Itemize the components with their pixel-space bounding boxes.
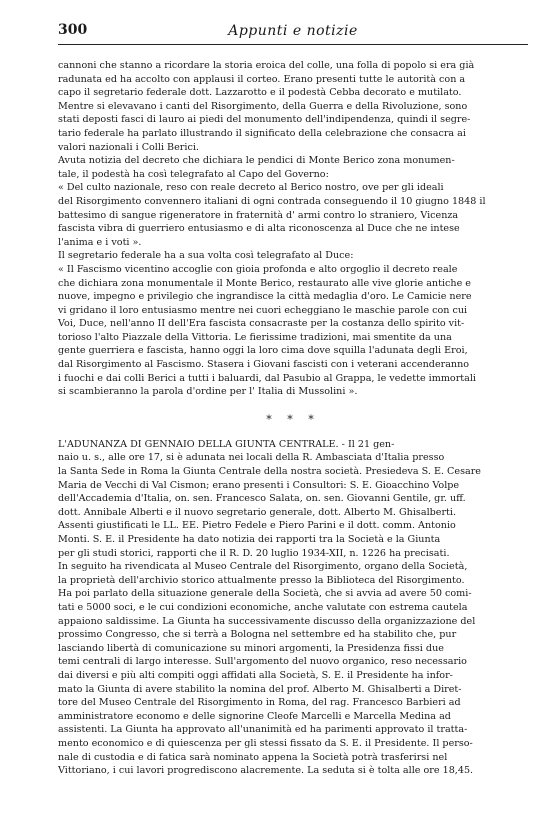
text-line: per gli studi storici, rapporti che il R. D. 20 luglio 1934-XII, n. 1226 ha precisati. <box>58 547 450 559</box>
text-line: valori nazionali i Colli Berici. <box>58 141 199 153</box>
text-line: nuove, impegno e privilegio che ingrandisce la città medaglia d'oro. Le Camicie nere <box>58 291 472 303</box>
text-line: nale di custodia e di fatica sarà nominato appena la Società potrà trasferirsi nel <box>58 751 448 763</box>
text-line: naio u. s., alle ore 17, si è adunata nei locali della R. Ambasciata d'Italia presso <box>58 452 445 464</box>
text-line: battesimo di sangue rigeneratore in fraternità d' armi contro lo straniero, Vicenza <box>58 209 459 221</box>
text-line: Ha poi parlato della situazione generale della Società, che si avvia ad avere 50 comi- <box>58 588 472 600</box>
text-line: i fuochi e dai colli Berici a tutti i baluardi, dal Pasubio al Grappa, le vedette immortali <box>58 372 477 384</box>
text-line: che dichiara zona monumentale il Monte Berico, restaurato alle vive glorie antiche e <box>58 277 471 289</box>
section-separator: * * * <box>266 412 320 426</box>
text-line: tati e 5000 soci, e le cui condizioni economiche, anche valutate con estrema cautela <box>58 601 468 613</box>
text-line: mato la Giunta di avere stabilito la nomina del prof. Alberto M. Ghisalberti a Diret- <box>58 683 462 695</box>
text-line: gente guerriera e fascista, hanno oggi la loro cima dove squilla l'adunata degli Eroi, <box>58 345 468 357</box>
text-line: si scambieranno la parola d'ordine per l' Italia di Mussolini ». <box>58 386 358 398</box>
text-line: dai diversi e più alti compiti oggi affidati alla Società, S. E. il Presidente ha infor- <box>58 669 453 681</box>
text-line: dott. Annibale Alberti e il nuovo segretario generale, dott. Alberto M. Ghisalberti. <box>58 506 457 518</box>
text-line: Monti. S. E. il Presidente ha dato notizia dei rapporti tra la Società e la Giunta <box>58 534 441 545</box>
adunanza-article <box>58 438 528 778</box>
text-line: vi gridano il loro entusiasmo mentre nei cuori echeggiano le maschie parole con cui <box>58 304 468 316</box>
text-line: « Il Fascismo vicentino accoglie con gioia profonda e alto orgoglio il decreto reale <box>58 263 458 275</box>
text-line: L'ADUNANZA DI GENNAIO DELLA GIUNTA CENTRALE. - Il 21 gen- <box>58 438 395 450</box>
page-header <box>58 22 528 45</box>
text-line: Il segretario federale ha a sua volta così telegrafato al Duce: <box>58 250 354 262</box>
text-line: prossimo Congresso, che si terrà a Bologna nel settembre ed ha stabilito che, pur <box>58 629 457 641</box>
document-page <box>58 22 528 778</box>
text-line: stati deposti fasci di lauro ai piedi del monumento dell'indipendenza, quindi il segre- <box>58 114 471 126</box>
text-line: fascista vibra di guerriero entusiasmo e di alta riconoscenza al Duce che ne intese <box>58 223 460 235</box>
text-line: « Del culto nazionale, reso con reale decreto al Berico nostro, ove per gli ideali <box>58 182 444 194</box>
text-line: l'anima e i voti ». <box>58 236 142 248</box>
text-line: Voi, Duce, nell'anno II dell'Era fascista consacraste per la costanza dello spirito vit- <box>58 318 465 330</box>
text-line: amministratore economo e delle signorine Cleofe Marcelli e Marcella Medina ad <box>58 710 451 722</box>
article-continuation <box>58 59 528 399</box>
text-line: del Risorgimento convennero italiani di ogni contrada conseguendo il 10 giugno 1848 il <box>58 195 486 207</box>
text-line: radunata ed ha accolto con applausi il corteo. Erano presenti tutte le autorità con a <box>58 73 466 85</box>
text-line: appaiono saldissime. La Giunta ha successivamente discusso della organizzazione del <box>58 615 476 627</box>
text-line: capo il segretario federale dott. Lazzarotto e il podestà Cebba decorato e mutilato. <box>58 87 462 99</box>
page-number: 300 <box>58 22 88 38</box>
text-line: Avuta notizia del decreto che dichiara le pendici di Monte Berico zona monumen- <box>58 155 455 167</box>
text-line: la Santa Sede in Roma la Giunta Centrale della nostra società. Presiedeva S. E. Cesare <box>58 466 481 478</box>
running-title: Appunti e notizie <box>228 23 358 39</box>
text-line: In seguito ha rivendicata al Museo Centrale del Risorgimento, organo della Società, <box>58 561 468 573</box>
text-line: Assenti giustificati le LL. EE. Pietro Fedele e Piero Parini e il dott. comm. Antonio <box>58 520 456 532</box>
text-line: Vittoriano, i cui lavori progrediscono alacremente. La seduta si è tolta alle ore 18,45. <box>58 765 474 777</box>
text-line: tale, il podestà ha così telegrafato al Capo del Governo: <box>58 168 329 180</box>
text-line: cannoni che stanno a ricordare la storia eroica del colle, una folla di popolo si era già <box>58 60 475 71</box>
text-line: lasciando libertà di comunicazione su minori argomenti, la Presidenza fissi due <box>58 642 444 654</box>
text-line: temi centrali di largo interesse. Sull'argomento del nuovo organico, reso necessario <box>58 656 467 668</box>
text-line: torioso l'alto Piazzale della Vittoria. Le fierissime tradizioni, mai smentite da una <box>58 331 452 343</box>
text-line: Mentre si elevavano i canti del Risorgimento, della Guerra e della Rivoluzione, sono <box>58 100 468 112</box>
text-line: assistenti. La Giunta ha approvato all'unanimità ed ha parimenti approvato il tratta- <box>58 724 468 736</box>
text-line: tore del Museo Centrale del Risorgimento in Roma, del rag. Francesco Barbieri ad <box>58 697 461 709</box>
text-line: mento economico e di quiescenza per gli stessi fissato da S. E. il Presidente. Il perso- <box>58 737 473 749</box>
text-line: la proprietà dell'archivio storico attualmente presso la Biblioteca del Risorgimento. <box>58 574 465 586</box>
text-line: tario federale ha parlato illustrando il significato della celebrazione che consacra ai <box>58 127 466 139</box>
text-line: dell'Accademia d'Italia, on. sen. Francesco Salata, on. sen. Giovanni Gentile, gr. uff. <box>58 493 466 505</box>
text-line: dal Risorgimento al Fascismo. Stasera i Giovani fascisti con i veterani accenderanno <box>58 359 470 371</box>
text-line: Maria de Vecchi di Val Cismon; erano presenti i Consultori: S. E. Gioacchino Volpe <box>58 479 460 491</box>
